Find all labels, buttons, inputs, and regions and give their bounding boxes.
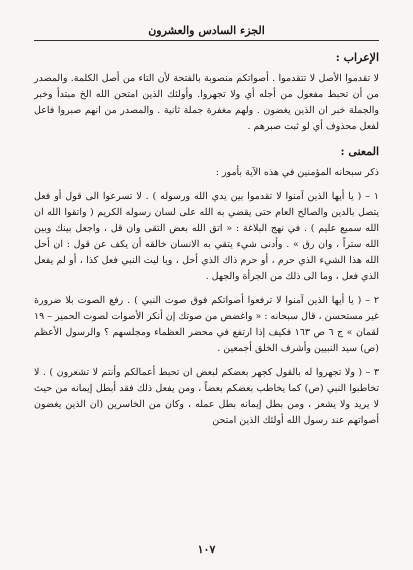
section-title-irab: الإعراب :	[335, 51, 379, 64]
paragraph-2: ٢ – ( يا أيها الذين آمنوا لا ترفعوا أصواتكم فوق صوت النبي ) . رفع الصوت بلا ضرورة غير مستحسن ، قال سبحانه : « واغضض من صوتك إن أنكر الأصوات لصوت الحمير – ١٩ لقمان » ج ٦ ص ١٦٣ فكيف إذا ارتفع في محضر العظماء ومجلسهم ؟ والرسول الأعظم (ص) سيد النبيين وأشرف الخلق أجمعين .	[34, 295, 380, 354]
paragraph-3: ٣ – ( ولا تجهروا له بالقول كجهر بعضكم لبعض ان تحبط أعمالكم وأنتم لا تشعرون ) . لا تخاطبوا النبي (ص) كما يخاطب بعضكم بعضاً ، ومن يفعل ذلك فقد أبطل إيمانه من حيث لا يريد ولا يشعر ، ومن بطل إيمانه بطل عمله ، وكان من الخاسرين (ان الذين يغضون أصواتهم عند رسول الله أولئك الذين امتحن	[34, 367, 379, 426]
section-title-maana: المعنى :	[340, 145, 379, 158]
page-number: ١٠٧	[197, 543, 216, 556]
paragraph-1: ١ – ( يا أيها الذين آمنوا لا تقدموا بين يدي الله ورسوله ) . لا تسرعوا الى قول أو فعل يتصل بالدين والصالح العام حتى يقضي به الله على لسان رسوله الكريم ( واتقوا الله ان الله سميع عليم ) . في نهج البلاغة : « اتق الله بعض التقى وان قل ، واجعل بينك وبين الله ستراً ، وان رق » . وأدنى شيء يتقي به الانسان خالقه أن يكف عن قول : ان أحل الله هذا الشيء الذي حرم ، أو حرم ذاك الذي أحل ، ويا ليت النبي فعل كذا ، أو لم يفعل الذي فعل ، وما الى ذلك من الجرأة والجهل .	[34, 191, 379, 282]
header-rule	[34, 40, 379, 41]
page-header: الجزء السادس والعشرون	[148, 24, 265, 37]
paragraph-irab: لا تقدموا الأصل لا تتقدموا . أصواتكم منصوبة بالفتحة لأن التاء من أصل الكلمة. والمصدر من أن تحبط مفعول من أجله أي ولا تجهروا. وأولئك الذين امتحن الله الخ مبتدأ وخبر والجملة خبر ان الذين يغضون . ولهم مغفرة جملة ثانية . والمصدر من انهم صبروا فاعل لفعل محذوف أي لو ثبت صبرهم .	[34, 73, 379, 132]
paragraph-intro: ذكر سبحانه المؤمنين في هذه الآية بأمور :	[215, 167, 379, 178]
